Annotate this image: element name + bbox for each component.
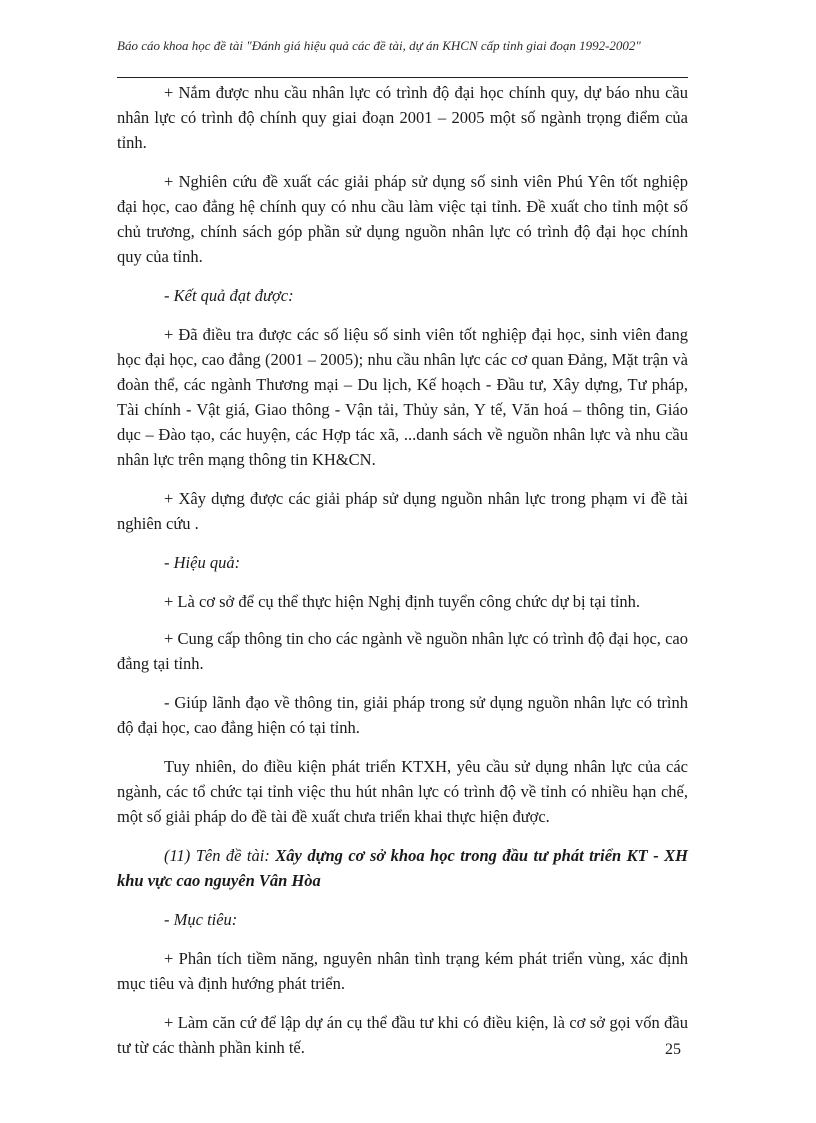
paragraph: Tuy nhiên, do điều kiện phát triển KTXH, yêu cầu sử dụng nhân lực của các ngành, các tổ chức tại tỉnh việc thu hút nhân lực có trình độ về tỉnh có nhiều hạn chế, một số giải pháp do đề tài đề xuất chưa triển khai thực hiện được.: [117, 757, 688, 826]
topic-title-prefix: (11) Tên đề tài:: [164, 846, 276, 865]
topic-title-name: Xây dựng cơ sở khoa học trong đầu tư phát triển KT - XH khu vực cao nguyên Vân Hòa: [117, 846, 688, 890]
running-header: Báo cáo khoa học đề tài "Đánh giá hiệu quả các đề tài, dự án KHCN cấp tỉnh giai đoạn 1992-2002": [117, 38, 641, 53]
section-label: - Mục tiêu:: [164, 910, 238, 929]
page-number: 25: [665, 1041, 681, 1058]
body-text: [117, 80, 688, 1074]
paragraph: + Nắm được nhu cầu nhân lực có trình độ đại học chính quy, dự báo nhu cầu nhân lực có trình độ chính quy giai đoạn 2001 – 2005 một số ngành trọng điểm của tỉnh.: [117, 83, 688, 152]
section-label: - Hiệu quả:: [164, 553, 241, 572]
topic-title: [117, 843, 688, 893]
paragraph: - Giúp lãnh đạo về thông tin, giải pháp trong sử dụng nguồn nhân lực có trình độ đại học, cao đẳng hiện có tại tỉnh.: [117, 693, 688, 737]
section-label: - Kết quả đạt được:: [164, 286, 294, 305]
paragraph: + Làm căn cứ để lập dự án cụ thể đầu tư khi có điều kiện, là cơ sở gọi vốn đầu tư từ các thành phần kinh tế.: [117, 1013, 688, 1057]
header-divider: [117, 77, 688, 78]
paragraph: + Phân tích tiềm năng, nguyên nhân tình trạng kém phát triển vùng, xác định mục tiêu và định hướng phát triển.: [117, 949, 688, 993]
paragraph: + Cung cấp thông tin cho các ngành về nguồn nhân lực có trình độ đại học, cao đẳng tại tỉnh.: [117, 629, 688, 673]
paragraph: + Là cơ sở để cụ thể thực hiện Nghị định tuyển công chức dự bị tại tỉnh.: [164, 592, 641, 611]
paragraph: + Xây dựng được các giải pháp sử dụng nguồn nhân lực trong phạm vi đề tài nghiên cứu .: [117, 489, 688, 533]
paragraph: + Nghiên cứu đề xuất các giải pháp sử dụng số sinh viên Phú Yên tốt nghiệp đại học, cao đẳng hệ chính quy có nhu cầu làm việc tại tỉnh. Đề xuất cho tỉnh một số chủ trương, chính sách góp phần sử dụng nguồn nhân lực có trình độ đại học chính quy của tỉnh.: [117, 172, 688, 266]
paragraph: + Đã điều tra được các số liệu số sinh viên tốt nghiệp đại học, sinh viên đang học đại học, cao đẳng (2001 – 2005); nhu cầu nhân lực các cơ quan Đảng, Mặt trận và đoàn thể, các ngành Thương mại – Du lịch, Kế hoạch - Đầu tư, Xây dựng, Tư pháp, Tài chính - Vật giá, Giao thông - Vận tải, Thủy sản, Y tế, Văn hoá – thông tin, Giáo dục – Đào tạo, các huyện, các Hợp tác xã, ...danh sách về nguồn nhân lực và nhu cầu nhân lực trên mạng thông tin KH&CN.: [117, 325, 688, 469]
